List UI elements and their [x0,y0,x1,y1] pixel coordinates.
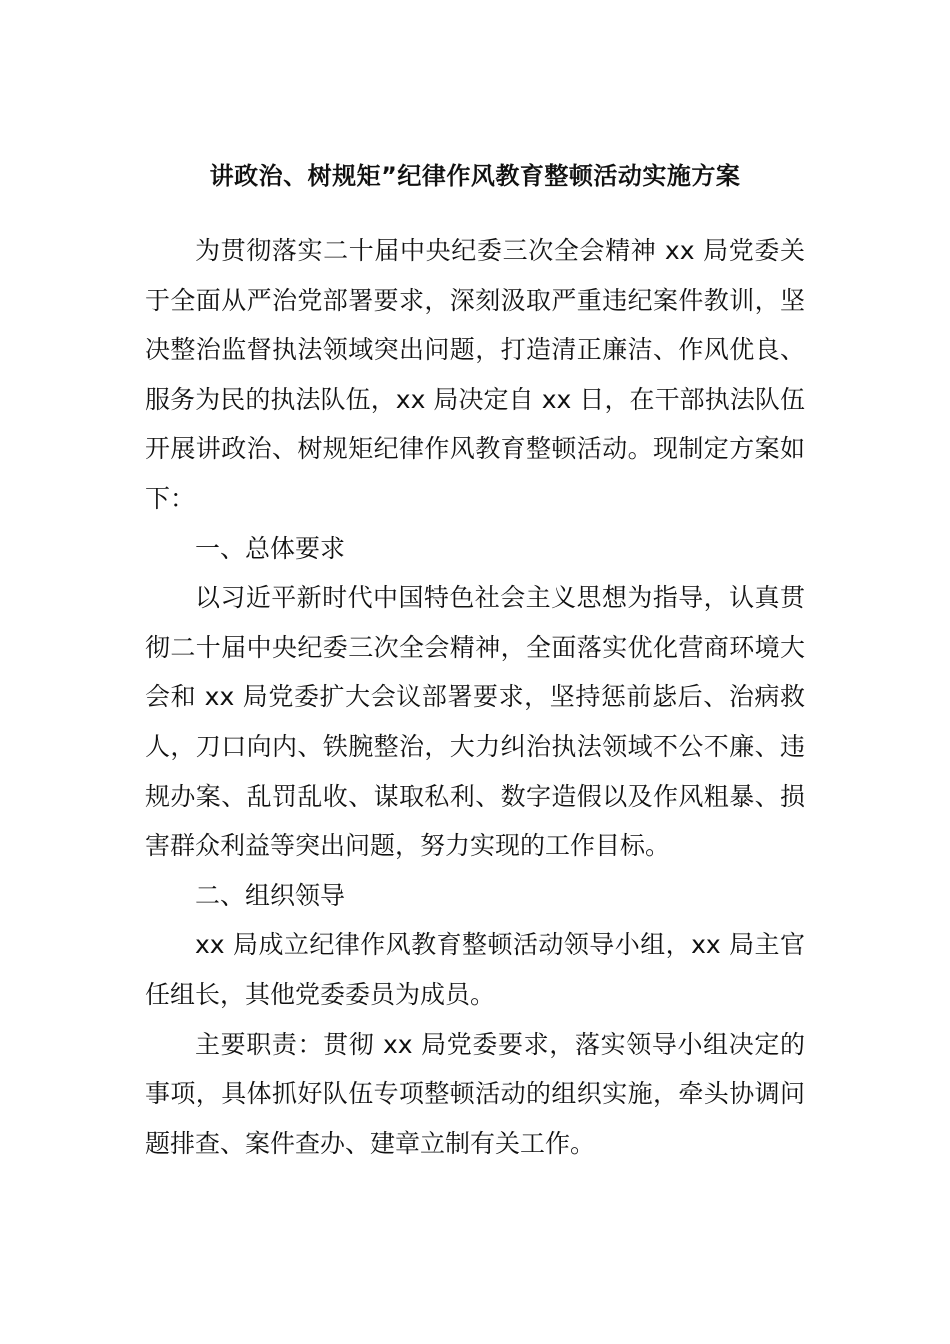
section-heading-general-requirements: 一、总体要求 [195,533,346,563]
main-duties-paragraph: 主要职责：贯彻 xx 局党委要求，落实领导小组决定的事项，具体抓好队伍专项整顿活动的组织实施，牵头协调问题排查、案件查办、建章立制有关工作。 [145,1029,805,1158]
leadership-group-paragraph: xx 局成立纪律作风教育整顿活动领导小组，xx 局主官任组长，其他党委委员为成员。 [145,930,805,1009]
section-heading-organization-leadership: 二、组织领导 [195,880,346,910]
document-body [145,226,805,1168]
general-requirements-paragraph: 以习近平新时代中国特色社会主义思想为指导，认真贯彻二十届中央纪委三次全会精神，全面落实优化营商环境大会和 xx 局党委扩大会议部署要求，坚持惩前毖后、治病救人，刀口向内、铁腕整治，大力纠治执法领域不公不廉、违规办案、乱罚乱收、谋取私利、数字造假以及作风粗暴、损害群众利益等突出问题，努力实现的工作目标。 [145,583,805,861]
intro-paragraph: 为贯彻落实二十届中央纪委三次全会精神 xx 局党委关于全面从严治党部署要求，深刻汲取严重违纪案件教训，坚决整治监督执法领域突出问题，打造清正廉洁、作风优良、服务为民的执法队伍，xx 局决定自 xx 日，在干部执法队伍开展讲政治、树规矩纪律作风教育整顿活动。现制定方案如下： [145,236,805,513]
document-title: 讲政治、树规矩”纪律作风教育整顿活动实施方案 [209,162,741,190]
